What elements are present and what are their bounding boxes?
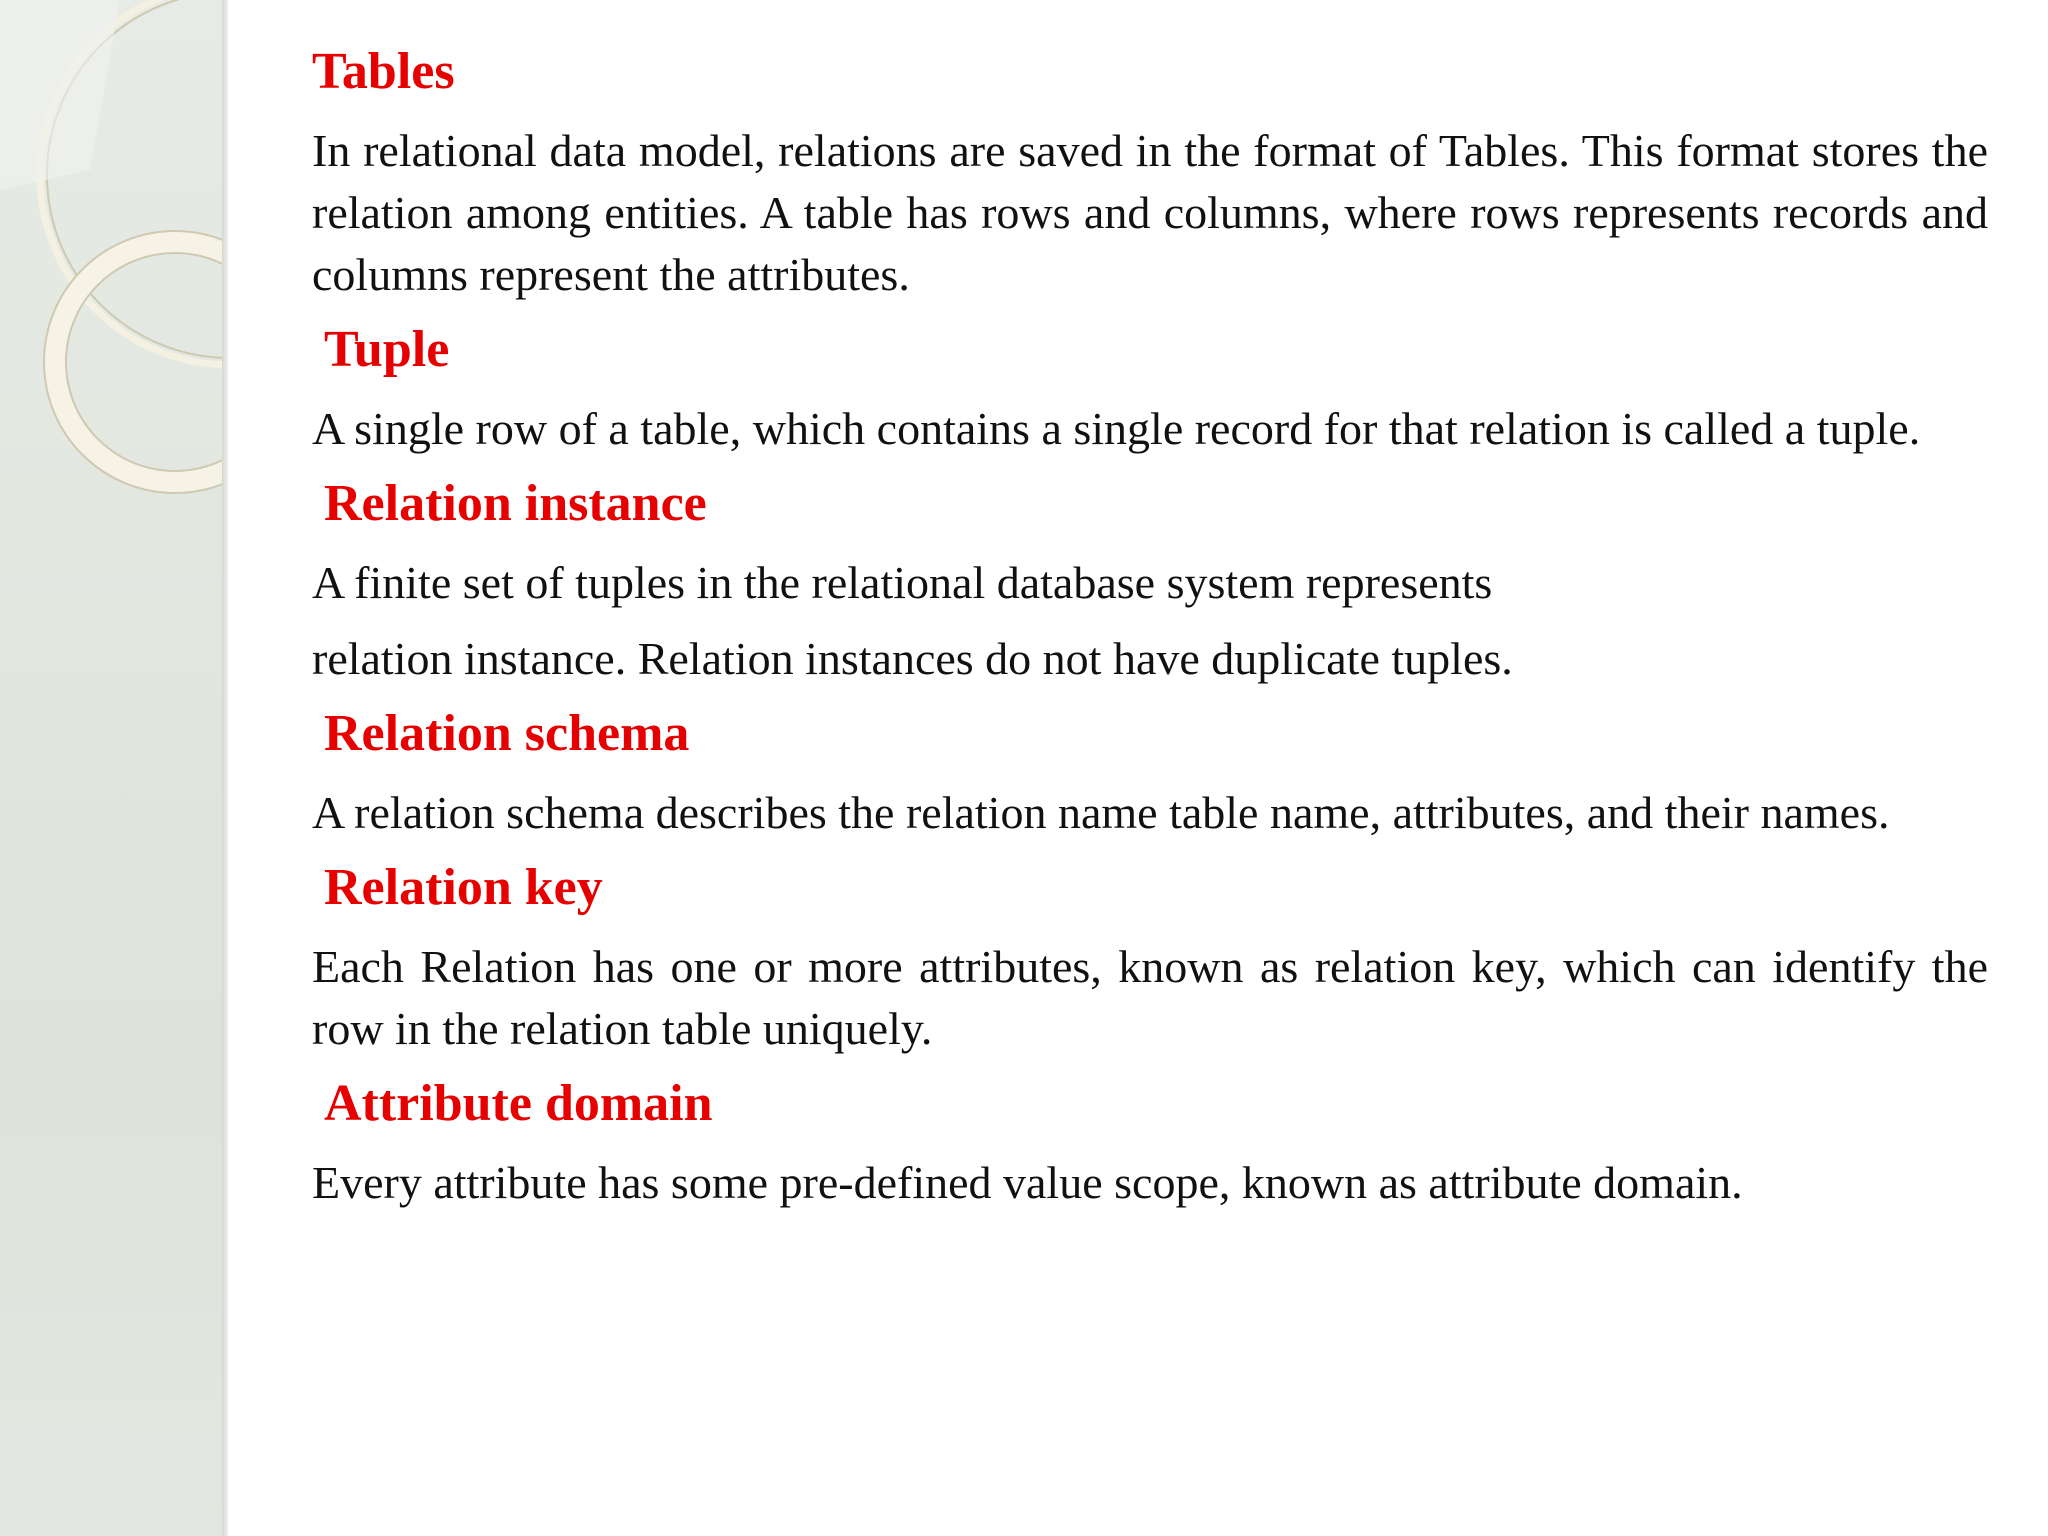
side-panel-edge bbox=[222, 0, 228, 1536]
paragraph-relation-schema: A relation schema describes the relation name table name, attributes, and their names. bbox=[312, 787, 1890, 838]
paragraph-relation-instance-line-2: relation instance. Relation instances do not have duplicate tuples. bbox=[312, 633, 1513, 684]
heading-tables: Tables bbox=[312, 43, 455, 100]
heading-tuple: Tuple bbox=[324, 321, 450, 378]
paragraph-tables: In relational data model, relations are saved in the format of Tables. This format stores the relation among entities. A table has rows and columns, where rows represents records and columns represent the attributes. bbox=[312, 125, 1988, 300]
paragraph-attribute-domain: Every attribute has some pre-defined value scope, known as attribute domain. bbox=[312, 1157, 1743, 1208]
paragraph-tuple: A single row of a table, which contains a single record for that relation is called a tuple. bbox=[312, 403, 1921, 454]
heading-relation-instance: Relation instance bbox=[324, 475, 707, 532]
paragraph-relation-instance-line-1: A finite set of tuples in the relational database system represents bbox=[312, 557, 1493, 608]
heading-attribute-domain: Attribute domain bbox=[324, 1075, 713, 1132]
paragraph-relation-key: Each Relation has one or more attributes, known as relation key, which can identify the row in the relation table uniquely. bbox=[312, 941, 1988, 1054]
heading-relation-schema: Relation schema bbox=[324, 705, 690, 762]
slide-content bbox=[312, 40, 1988, 1214]
decorative-side-panel bbox=[0, 0, 228, 1536]
heading-relation-key: Relation key bbox=[324, 859, 603, 916]
light-shape bbox=[0, 0, 120, 190]
decorative-rings-graphic bbox=[0, 0, 228, 1536]
